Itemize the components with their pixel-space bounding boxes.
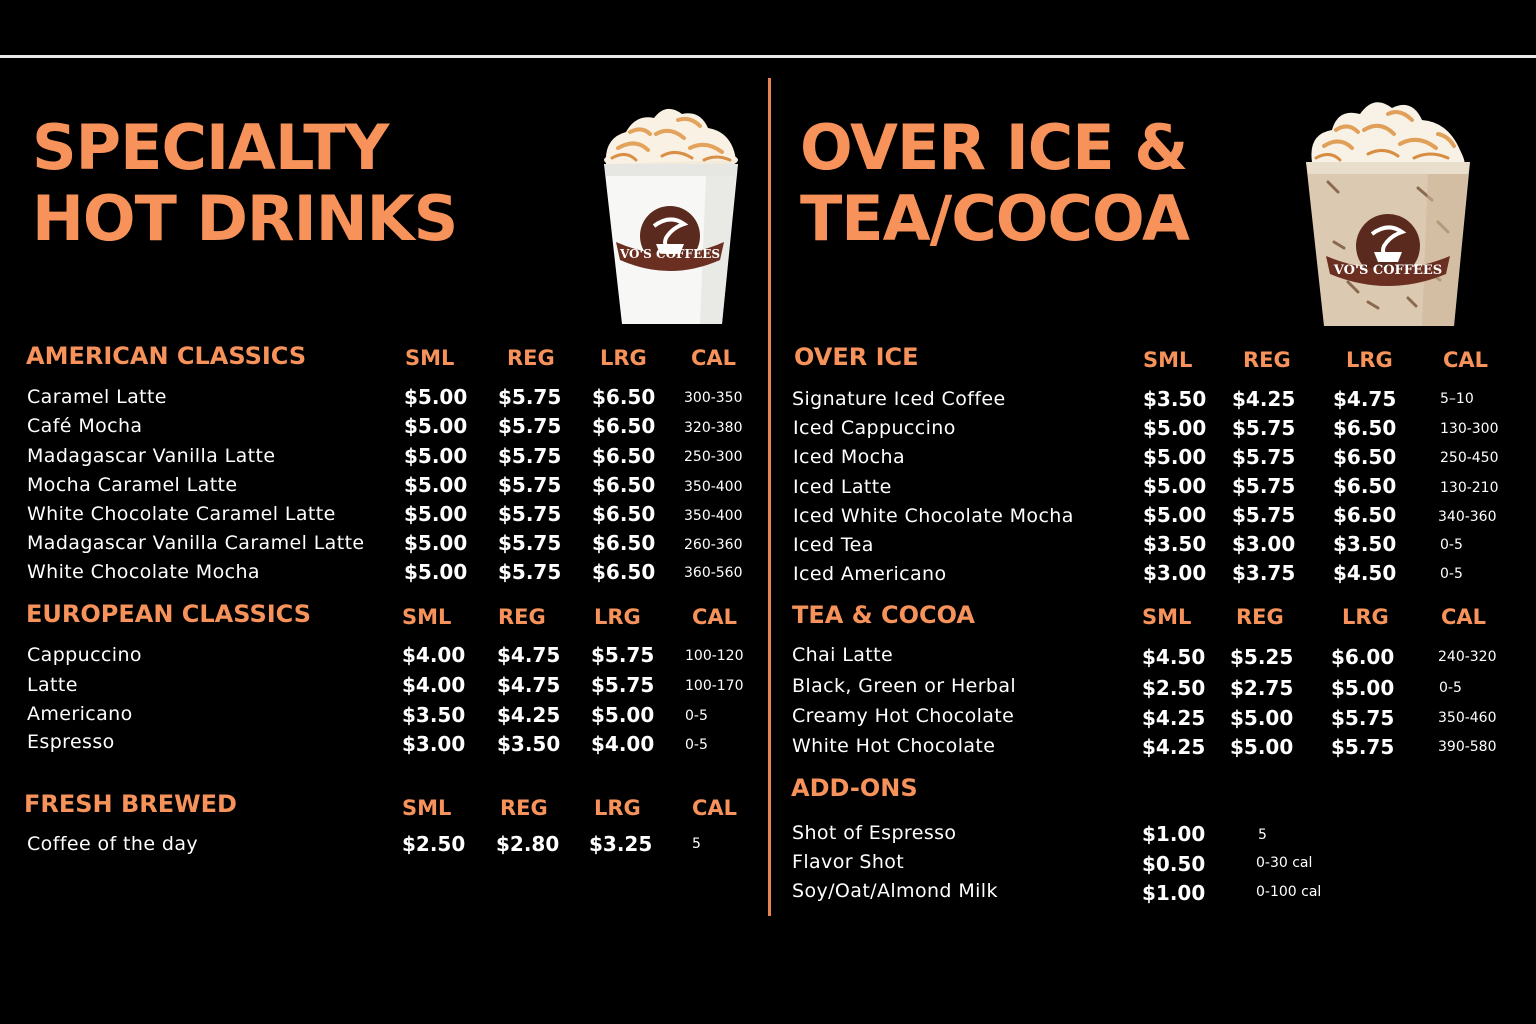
menu-item-price-reg: $5.75 <box>1232 445 1296 469</box>
menu-item-cal: 0-5 <box>685 708 708 724</box>
menu-item-price-lrg: $6.50 <box>592 502 656 526</box>
menu-item-price-sml: $3.50 <box>1143 387 1207 411</box>
menu-item-cal: 0-30 cal <box>1256 855 1313 871</box>
menu-item-price-lrg: $6.50 <box>592 444 656 468</box>
menu-item-cal: 130-210 <box>1440 480 1499 496</box>
menu-item-price-reg: $4.25 <box>497 703 561 727</box>
col-header-sml: SML <box>1143 348 1193 372</box>
menu-item-price-lrg: $6.50 <box>1333 503 1397 527</box>
menu-item-price-reg: $4.75 <box>497 673 561 697</box>
menu-item-price: $1.00 <box>1142 881 1206 905</box>
menu-item-price-reg: $5.75 <box>1232 503 1296 527</box>
menu-item-price-sml: $5.00 <box>1143 445 1207 469</box>
menu-item-price-reg: $5.00 <box>1230 706 1294 730</box>
menu-item-price-sml: $4.25 <box>1142 735 1206 759</box>
col-header-cal: CAL <box>1441 605 1487 629</box>
col-header-lrg: LRG <box>1342 605 1389 629</box>
menu-item-name: Iced Americano <box>793 563 947 585</box>
menu-item-cal: 5 <box>1258 827 1267 843</box>
menu-item-name: Latte <box>27 674 78 696</box>
menu-item-name: Cappuccino <box>27 644 142 666</box>
menu-item-price-sml: $2.50 <box>1142 676 1206 700</box>
menu-item-price-reg: $4.25 <box>1232 387 1296 411</box>
menu-item-price-sml: $4.25 <box>1142 706 1206 730</box>
top-border-line <box>0 55 1536 58</box>
col-header-cal: CAL <box>692 605 738 629</box>
menu-item-price-sml: $2.50 <box>402 832 466 856</box>
menu-item-name: Soy/Oat/Almond Milk <box>792 880 998 902</box>
menu-item-name: Iced Cappuccino <box>793 417 956 439</box>
over-ice-title: OVER ICE <box>794 343 919 371</box>
menu-item-price-reg: $5.75 <box>498 531 562 555</box>
col-header-lrg: LRG <box>594 605 641 629</box>
menu-item-name: Mocha Caramel Latte <box>27 474 238 496</box>
menu-item-cal: 100-120 <box>685 648 744 664</box>
menu-item-price-reg: $5.75 <box>498 444 562 468</box>
menu-item-name: Madagascar Vanilla Caramel Latte <box>27 532 365 554</box>
menu-item-cal: 320-380 <box>684 420 743 436</box>
menu-item-price-reg: $5.75 <box>498 560 562 584</box>
menu-item-price-lrg: $6.00 <box>1331 645 1395 669</box>
menu-item-name: White Hot Chocolate <box>792 735 996 757</box>
menu-item-cal: 340-360 <box>1438 509 1497 525</box>
col-header-lrg: LRG <box>1346 348 1393 372</box>
menu-item-cal: 0-5 <box>1440 566 1463 582</box>
menu-item-price-sml: $5.00 <box>1143 503 1207 527</box>
iced-cup-brand: VO'S COFFEES <box>1333 263 1443 278</box>
menu-item-price: $0.50 <box>1142 852 1206 876</box>
menu-item-name: Iced Mocha <box>793 446 905 468</box>
american-classics-title: AMERICAN CLASSICS <box>26 342 307 370</box>
menu-item-price-lrg: $6.50 <box>592 560 656 584</box>
menu-item-cal: 0-5 <box>1440 537 1463 553</box>
menu-item-price-sml: $5.00 <box>404 502 468 526</box>
menu-item-price-sml: $5.00 <box>1143 474 1207 498</box>
menu-item-price-reg: $3.00 <box>1232 532 1296 556</box>
menu-item-price-lrg: $4.75 <box>1333 387 1397 411</box>
col-header-sml: SML <box>402 796 452 820</box>
col-header-sml: SML <box>1142 605 1192 629</box>
col-header-lrg: LRG <box>600 346 647 370</box>
menu-item-cal: 350-400 <box>684 479 743 495</box>
menu-item-price-reg: $4.75 <box>497 643 561 667</box>
menu-item-cal: 350-460 <box>1438 710 1497 726</box>
menu-item-price-sml: $4.00 <box>402 673 466 697</box>
left-heading-line-2: HOT DRINKS <box>32 182 458 255</box>
col-header-reg: REG <box>498 605 546 629</box>
hot-cup-brand: VO'S COFFEES <box>619 247 721 261</box>
menu-item-name: Iced Latte <box>793 476 892 498</box>
menu-item-price-lrg: $3.25 <box>589 832 653 856</box>
menu-item-price-sml: $5.00 <box>404 531 468 555</box>
menu-item-price-reg: $5.00 <box>1230 735 1294 759</box>
menu-item-name: Americano <box>27 703 133 725</box>
menu-item-price-reg: $5.75 <box>1232 416 1296 440</box>
menu-item-name: Iced Tea <box>793 534 874 556</box>
menu-item-name: Black, Green or Herbal <box>792 675 1017 697</box>
menu-item-price-reg: $3.75 <box>1232 561 1296 585</box>
col-header-reg: REG <box>1236 605 1284 629</box>
menu-item-price-lrg: $4.50 <box>1333 561 1397 585</box>
menu-item-price-sml: $4.50 <box>1142 645 1206 669</box>
right-heading-line-2: TEA/COCOA <box>800 182 1190 255</box>
menu-item-name: Signature Iced Coffee <box>792 388 1006 410</box>
menu-item-name: Creamy Hot Chocolate <box>792 705 1015 727</box>
menu-item-cal: 5 <box>692 836 701 852</box>
add-ons-title: ADD-ONS <box>791 774 918 802</box>
menu-item-price-lrg: $5.75 <box>1331 735 1395 759</box>
menu-item-price-sml: $5.00 <box>404 473 468 497</box>
menu-item-price-sml: $5.00 <box>404 385 468 409</box>
menu-item-price: $1.00 <box>1142 822 1206 846</box>
menu-item-name: White Chocolate Caramel Latte <box>27 503 336 525</box>
col-header-cal: CAL <box>691 346 737 370</box>
menu-item-cal: 260-360 <box>684 537 743 553</box>
menu-item-price-reg: $5.75 <box>498 385 562 409</box>
menu-item-price-lrg: $3.50 <box>1333 532 1397 556</box>
menu-item-cal: 0-5 <box>685 737 708 753</box>
col-header-reg: REG <box>507 346 555 370</box>
menu-item-name: Caramel Latte <box>27 386 167 408</box>
col-header-reg: REG <box>500 796 548 820</box>
left-heading <box>32 112 457 254</box>
european-classics-title: EUROPEAN CLASSICS <box>26 600 312 628</box>
menu-item-price-reg: $5.75 <box>498 414 562 438</box>
menu-item-price-lrg: $4.00 <box>591 732 655 756</box>
menu-item-cal: 250-450 <box>1440 450 1499 466</box>
menu-item-price-lrg: $5.00 <box>1331 676 1395 700</box>
menu-item-price-reg: $2.80 <box>496 832 560 856</box>
col-header-sml: SML <box>402 605 452 629</box>
menu-item-price-reg: $5.75 <box>1232 474 1296 498</box>
menu-item-cal: 0-5 <box>1439 680 1462 696</box>
fresh-brewed-title: FRESH BREWED <box>24 790 237 818</box>
col-header-lrg: LRG <box>594 796 641 820</box>
menu-item-price-lrg: $6.50 <box>592 414 656 438</box>
menu-item-name: Madagascar Vanilla Latte <box>27 445 276 467</box>
menu-item-name: Flavor Shot <box>792 851 905 873</box>
menu-item-price-lrg: $6.50 <box>1333 474 1397 498</box>
menu-item-name: Espresso <box>27 731 115 753</box>
right-heading-line-1: OVER ICE & <box>800 111 1188 184</box>
menu-item-price-sml: $3.00 <box>1143 561 1207 585</box>
menu-item-price-sml: $3.50 <box>402 703 466 727</box>
menu-item-price-reg: $2.75 <box>1230 676 1294 700</box>
col-header-cal: CAL <box>1443 348 1489 372</box>
col-header-reg: REG <box>1243 348 1291 372</box>
menu-item-price-sml: $3.50 <box>1143 532 1207 556</box>
menu-item-cal: 360-560 <box>684 565 743 581</box>
center-divider <box>768 78 771 916</box>
menu-item-name: White Chocolate Mocha <box>27 561 260 583</box>
menu-item-cal: 130-300 <box>1440 421 1499 437</box>
menu-item-price-sml: $5.00 <box>404 444 468 468</box>
menu-item-price-reg: $5.75 <box>498 502 562 526</box>
menu-item-price-lrg: $6.50 <box>592 385 656 409</box>
menu-item-cal: 0-100 cal <box>1256 884 1322 900</box>
menu-item-price-sml: $3.00 <box>402 732 466 756</box>
menu-item-price-lrg: $6.50 <box>592 531 656 555</box>
menu-item-price-lrg: $6.50 <box>1333 445 1397 469</box>
menu-item-price-reg: $3.50 <box>497 732 561 756</box>
menu-item-price-sml: $5.00 <box>1143 416 1207 440</box>
hot-cup-image <box>596 98 746 330</box>
menu-item-price-sml: $5.00 <box>404 414 468 438</box>
menu-item-cal: 390-580 <box>1438 739 1497 755</box>
menu-item-price-lrg: $5.75 <box>591 643 655 667</box>
menu-item-price-reg: $5.75 <box>498 473 562 497</box>
menu-item-price-reg: $5.25 <box>1230 645 1294 669</box>
menu-item-price-sml: $5.00 <box>404 560 468 584</box>
menu-item-name: Chai Latte <box>792 644 894 666</box>
menu-item-name: Shot of Espresso <box>792 822 957 844</box>
left-heading-line-1: SPECIALTY <box>32 111 389 184</box>
menu-item-price-lrg: $6.50 <box>592 473 656 497</box>
menu-item-price-lrg: $5.75 <box>1331 706 1395 730</box>
iced-cup-image <box>1298 92 1478 330</box>
menu-item-price-lrg: $5.75 <box>591 673 655 697</box>
menu-item-cal: 300-350 <box>684 390 743 406</box>
menu-item-cal: 240-320 <box>1438 649 1497 665</box>
col-header-cal: CAL <box>692 796 738 820</box>
tea-cocoa-title: TEA & COCOA <box>792 601 975 629</box>
menu-item-price-lrg: $5.00 <box>591 703 655 727</box>
menu-item-cal: 100-170 <box>685 678 744 694</box>
menu-item-cal: 5–10 <box>1440 391 1474 407</box>
menu-item-price-sml: $4.00 <box>402 643 466 667</box>
col-header-sml: SML <box>405 346 455 370</box>
menu-item-name: Café Mocha <box>27 415 143 437</box>
right-heading <box>800 112 1189 254</box>
menu-item-cal: 250-300 <box>684 449 743 465</box>
menu-item-price-lrg: $6.50 <box>1333 416 1397 440</box>
menu-item-cal: 350-400 <box>684 508 743 524</box>
menu-item-name: Coffee of the day <box>27 833 199 855</box>
menu-item-name: Iced White Chocolate Mocha <box>793 505 1074 527</box>
